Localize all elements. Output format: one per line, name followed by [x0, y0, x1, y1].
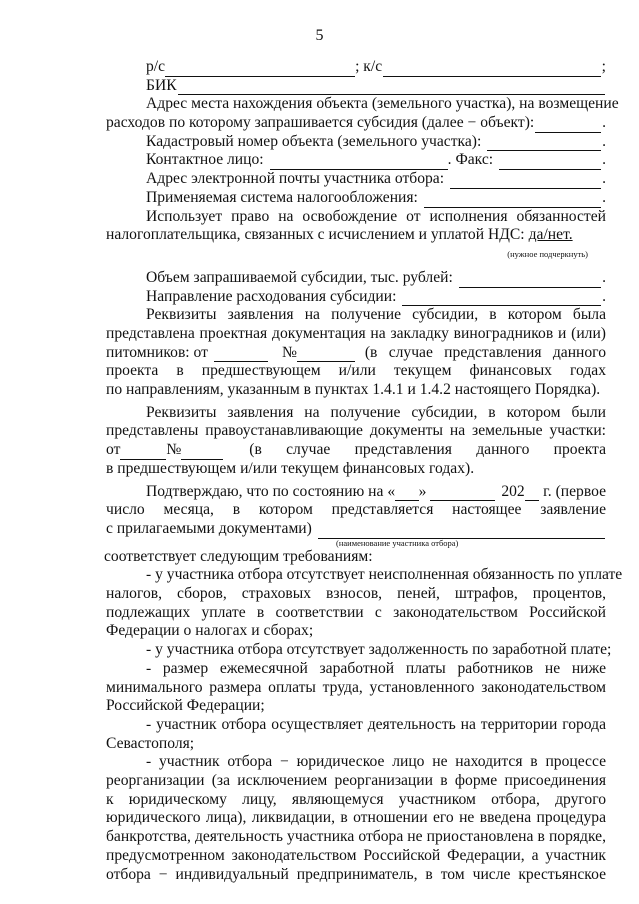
requirement-line: к юридическому лицу, являющемуся участником отбора, другого — [106, 790, 606, 808]
req2-note: (в случае представления данного проекта — [249, 441, 606, 459]
req2-line3 — [106, 441, 606, 460]
email-label: Адрес электронной почты участника отбора: — [146, 170, 445, 188]
fax-field[interactable] — [499, 155, 601, 170]
vat-choice[interactable]: да/нет. — [528, 226, 573, 244]
line-end: . — [602, 151, 606, 169]
req1-from-label: питомников: от — [106, 343, 208, 361]
requirement-line: - у участника отбора отсутствует неисполненная обязанность по уплате — [146, 566, 623, 584]
req2-text-4: в предшествующем и/или текущем финансовых годах). — [106, 459, 475, 477]
req1-line3 — [106, 344, 606, 363]
requirement-item — [106, 716, 606, 753]
requirement-line: отбора − индивидуальный предприниматель, в том числе крестьянское — [106, 865, 606, 883]
tax-system-line — [106, 189, 606, 208]
application-form-body — [104, 57, 623, 884]
requirement-item — [106, 566, 623, 641]
bik-label: БИК — [146, 76, 177, 94]
corr-account-field[interactable] — [383, 62, 601, 77]
req1-number-field[interactable] — [297, 347, 355, 362]
req1-number-label: № — [281, 343, 297, 361]
vat-line1: Использует право на освобождение от исполнения обязанностей — [146, 207, 606, 225]
confirm-note: г. (первое — [543, 482, 606, 500]
cadastral-label: Кадастровый номер объекта (земельного участка): — [146, 132, 482, 150]
req1-line2: представлена проектная документация на закладку виноградников и (или) — [106, 324, 606, 342]
line-end: ; — [601, 57, 606, 75]
confirm-day-field[interactable] — [395, 486, 418, 501]
bik-field[interactable] — [178, 80, 605, 95]
confirm-text: Подтверждаю, что по состоянию на « — [146, 482, 396, 500]
requirement-line: налогов, сборов, страховых взносов, пеней, штрафов, процентов, — [106, 585, 606, 603]
direction-line — [106, 288, 606, 307]
account-field[interactable] — [165, 62, 355, 77]
req1-date-field[interactable] — [214, 347, 268, 362]
requirement-line: реорганизации (за исключением реорганизации в форме присоединения — [106, 772, 606, 790]
confirm-text-4: соответствует следующим требованиям: — [104, 547, 373, 565]
req2-number-label: № — [166, 441, 182, 459]
line-end: . — [602, 170, 606, 188]
requirement-line: предусмотренном законодательством Российской Федерации, а участник — [106, 846, 606, 864]
contact-line — [106, 151, 606, 170]
line-end: . — [602, 287, 606, 305]
confirm-year-field[interactable] — [525, 486, 539, 501]
req1-line1: Реквизиты заявления на получение субсидии, в котором была — [146, 306, 606, 324]
line-end: . — [602, 268, 606, 286]
cadastral-line — [106, 133, 606, 152]
requirement-line: банкротства, деятельность участника отбора не приостановлена в порядке, — [106, 828, 606, 846]
req1-note: (в случае представления данного — [364, 343, 606, 361]
object-address-line1 — [106, 95, 619, 114]
confirm-year-prefix: 202 — [501, 482, 525, 500]
confirm-line1 — [106, 483, 606, 502]
object-address-text-2: расходов по которому запрашивается субсидия (далее − объект): — [106, 114, 535, 132]
contact-label: Контактное лицо: — [146, 151, 264, 169]
vat-caption: (нужное подчеркнуть) — [507, 248, 588, 259]
req2-from-label: от — [106, 441, 121, 459]
confirm-quote: » — [418, 482, 427, 500]
subsidy-volume-label: Объем запрашиваемой субсидии, тыс. рублей: — [146, 268, 453, 286]
confirm-line2: число месяца, в котором представляется настоящее заявление — [106, 501, 606, 519]
requirement-line: - участник отбора осуществляет деятельность на территории города — [146, 715, 606, 733]
requirement-item — [106, 753, 606, 884]
bik-line — [106, 77, 606, 96]
participant-name-field[interactable] — [318, 524, 605, 539]
email-field[interactable] — [450, 174, 601, 189]
tax-system-field[interactable] — [424, 193, 601, 208]
fax-label: . Факс: — [447, 151, 494, 169]
confirm-line4 — [104, 548, 606, 567]
requirement-line: - размер ежемесячной заработной платы работников не ниже — [146, 659, 606, 677]
requirement-line: минимального размера оплаты труда, установленного законодательством — [106, 678, 606, 696]
subsidy-volume-field[interactable] — [459, 273, 601, 288]
email-line — [106, 170, 606, 189]
bank-account-line — [106, 58, 606, 77]
requirements-list — [106, 566, 623, 884]
req1-line4: проекта в предшествующем и/или текущем финансовых годах — [106, 362, 606, 380]
confirm-text-3: с прилагаемыми документами) — [106, 519, 312, 537]
confirm-line3 — [106, 520, 606, 539]
vat-line2 — [106, 226, 606, 245]
object-address-line2 — [106, 114, 606, 133]
corr-account-label: ; к/с — [355, 57, 383, 75]
tax-system-label: Применяемая система налогообложения: — [146, 188, 418, 206]
requirement-item — [106, 660, 606, 716]
req2-line4 — [106, 460, 606, 479]
direction-label: Направление расходования субсидии: — [146, 287, 397, 305]
requirement-line: Федерации о налогах и сборах; — [106, 622, 314, 640]
requirement-item — [106, 641, 612, 660]
req2-line1: Реквизиты заявления на получение субсидии, в котором были — [146, 403, 606, 421]
account-label: р/с — [146, 57, 166, 75]
object-address-text: Адрес места нахождения объекта (земельного участка), на возмещение — [146, 95, 619, 113]
direction-field[interactable] — [402, 291, 601, 306]
cadastral-field[interactable] — [487, 136, 601, 151]
contact-field[interactable] — [270, 155, 448, 170]
page-number: 5 — [315, 27, 324, 44]
requirement-line: - участник отбора − юридическое лицо не находится в процессе — [146, 753, 606, 771]
line-end: . — [602, 114, 606, 132]
confirm-month-field[interactable] — [430, 486, 495, 501]
req1-line5: по направлениям, указанным в пунктах 1.4.1 и 1.4.2 настоящего Порядка). — [106, 381, 601, 399]
vat-text: налогоплательщика, связанных с исчислением и уплатой НДС: — [106, 226, 525, 244]
object-address-field[interactable] — [535, 118, 601, 133]
req2-line2: представлены правоустанавливающие документы на земельные участки: — [106, 422, 606, 440]
requirement-line: подлежащих уплате в соответствии с законодательством Российской — [106, 603, 606, 621]
participant-name-caption: (наименование участника отбора) — [336, 537, 459, 548]
subsidy-volume-line — [106, 269, 606, 288]
req2-number-field[interactable] — [181, 445, 223, 460]
req2-date-field[interactable] — [120, 445, 166, 460]
requirement-line: Севастополя; — [106, 734, 195, 752]
requirement-line: - у участника отбора отсутствует задолженность по заработной плате; — [146, 641, 612, 659]
requirement-line: юридического лица), ликвидации, в отношении его не введена процедура — [106, 809, 606, 827]
line-end: . — [602, 132, 606, 150]
line-end: . — [602, 188, 606, 206]
requirement-line: Российской Федерации; — [106, 697, 265, 715]
